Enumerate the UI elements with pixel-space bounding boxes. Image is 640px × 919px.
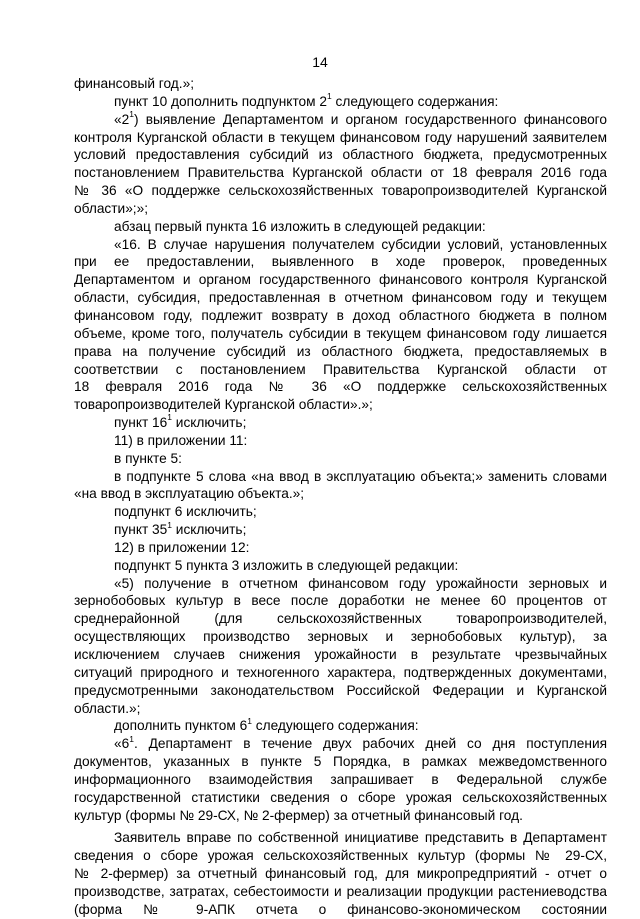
- text-line: № 2-фермер) за отчетный финансовый год, для микропредприятий - отчет о: [74, 866, 607, 882]
- text-line: ситуаций природного и техногенного характера, подтвержденных документами,: [74, 664, 607, 680]
- text-line: товаропроизводителей Курганской области».»;: [74, 397, 373, 413]
- text-line: зернобобовых культур в весе после доработки не менее 60 процентов от: [74, 593, 607, 609]
- text-line: пункт $16^1$ исключить;: [114, 412, 247, 431]
- text-line: области»;»;: [74, 200, 149, 216]
- text-line: подпункт 5 пункта 3 изложить в следующей редакции:: [114, 557, 459, 573]
- text-line: исключением случаев снижения урожайности в результате чрезвычайных: [74, 647, 607, 662]
- text-line: объеме, кроме того, получатель субсидии в текущем финансовом году лишается: [74, 325, 607, 341]
- text-line: права на получение субсидий из областного бюджета, предоставляемых в: [74, 343, 607, 359]
- text-line: при ее предоставлении, выявленного в ходе проверок, проведенных: [74, 254, 607, 270]
- page-number: 14: [312, 54, 328, 70]
- text-line: абзац первый пункта 16 изложить в следующей редакции:: [114, 218, 486, 234]
- text-line: области, субсидия, предоставленная в отчетном финансовом году и текущем: [74, 290, 607, 306]
- text-line: в подпункте 5 слова «на ввод в эксплуатацию объекта;» заменить словами: [114, 468, 607, 484]
- text-line: пункт 10 дополнить подпунктом $2^1$ следующего содержания:: [114, 91, 499, 109]
- text-line: производстве, затратах, себестоимости и реализации продукции растениеводства: [74, 883, 607, 899]
- text-line: в пункте 5:: [114, 450, 182, 466]
- text-line: Заявитель вправе по собственной инициативе представить в Департамент: [114, 830, 607, 846]
- text-line: условий предоставления субсидий из областного бюджета, предусмотренных: [74, 147, 607, 163]
- text-line: пункт $35^1$ исключить;: [114, 519, 247, 538]
- text-line: контроля Курганской области в текущем финансовом году нарушений заявителем: [74, 129, 607, 145]
- text-line: финансовом году, подлежит возврату в доход областного бюджета в полном: [74, 307, 607, 323]
- text-line: 11) в приложении 11:: [114, 432, 248, 448]
- text-line: 18 февраля 2016 года № 36 «О поддержке сельскохозяйственных: [74, 379, 607, 395]
- text-line: (форма № 9-АПК отчета о финансово-экономическом состоянии: [74, 901, 607, 917]
- text-line: «16. В случае нарушения получателем субсидии условий, установленных: [114, 236, 607, 252]
- text-line: соответствии с постановлением Правительства Курганской области от: [74, 361, 607, 377]
- text-line: «на ввод в эксплуатацию объекта.»;: [74, 486, 305, 502]
- text-line: № 36 «О поддержке сельскохозяйственных товаропроизводителей Курганской: [74, 183, 607, 199]
- text-line: «$2^1$) выявление Департаментом и органом государственного финансового: [114, 109, 607, 127]
- text-line: культур (формы № 29-СХ, № 2-фермер) за отчетный финансовый год.: [74, 807, 523, 823]
- text-line: государственной статистики сведения о сборе урожая сельскохозяйственных: [74, 789, 607, 805]
- text-line: 12) в приложении 12:: [114, 539, 250, 555]
- text-line: информационного взаимодействия запрашивает в Федеральной службе: [74, 771, 607, 787]
- text-line: области.»;: [74, 700, 141, 716]
- text-line: «5) получение в отчетном финансовом году урожайности зерновых и: [114, 575, 607, 591]
- text-line: документов, указанных в пункте 5 Порядка, в рамках межведомственного: [74, 754, 607, 770]
- text-line: Департаментом и органом государственного финансового контроля Курганской: [74, 272, 607, 288]
- text-line: среднерайонной (для сельскохозяйственных товаропроизводителей,: [74, 611, 607, 627]
- text-line: сведения о сборе урожая сельскохозяйственных культур (формы № 29-СХ,: [74, 848, 607, 864]
- text-line: осуществляющих производство зерновых и зернобобовых культур), за: [74, 629, 607, 645]
- text-line: подпункт 6 исключить;: [114, 504, 257, 520]
- document-body: [74, 75, 607, 919]
- text-line: предусмотренными законодательством Российской Федерации и Курганской: [74, 682, 607, 698]
- text-line: постановлением Правительства Курганской области от 18 февраля 2016 года: [74, 165, 607, 181]
- text-line: «$6^1$. Департамент в течение двух рабочих дней со дня поступления: [114, 733, 607, 752]
- text-line: дополнить пунктом $6^1$ следующего содержания:: [114, 715, 419, 734]
- text-line: финансовый год.»;: [74, 76, 195, 91]
